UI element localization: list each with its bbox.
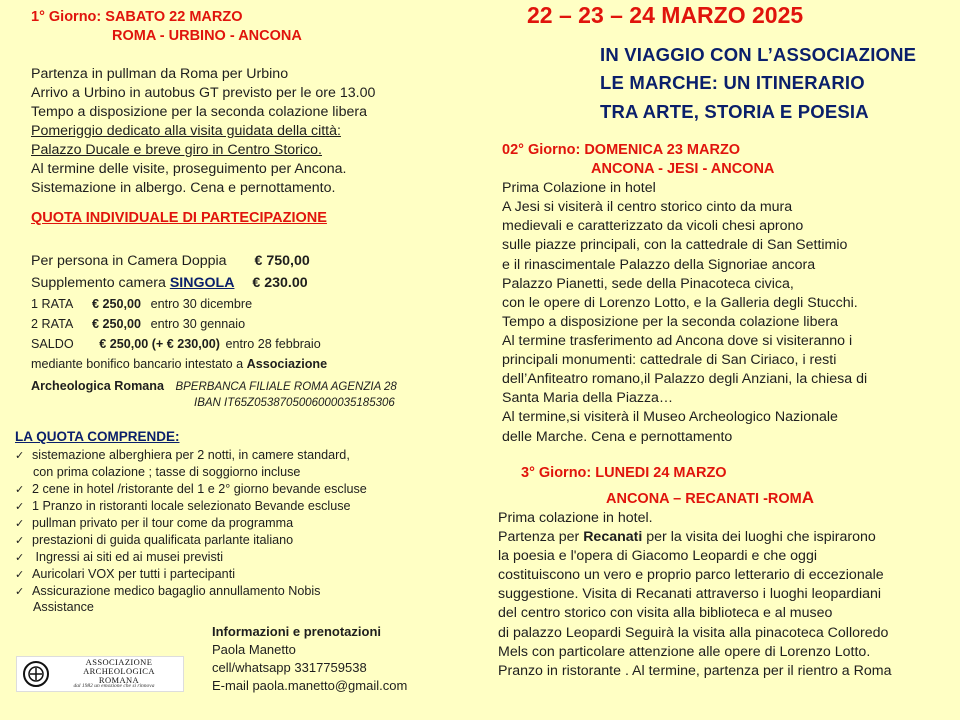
day2-line: Tempo a disposizione per la seconda colazione libera xyxy=(502,314,838,330)
day2-line: e il rinascimentale Palazzo della Signoriae ancora xyxy=(502,257,816,273)
logo-emblem-icon xyxy=(22,660,50,688)
double-room-row xyxy=(31,252,310,271)
double-room-label: Per persona in Camera Doppia xyxy=(31,253,227,269)
recanati-highlight: Recanati xyxy=(583,529,643,545)
day3-line: suggestione. Visita di Recanati attraverso i luoghi leopardiani xyxy=(498,586,882,602)
day1-line: Arrivo a Urbino in autobus GT previsto per le ore 13.00 xyxy=(31,85,376,101)
association-name-cont: Archeologica Romana xyxy=(31,379,164,393)
day2-line: A Jesi si visiterà il centro storico cinto da mura xyxy=(502,199,793,215)
day2-line: Prima Colazione in hotel xyxy=(502,180,656,196)
day3-route: ANCONA – RECANATI -ROMA xyxy=(606,488,815,507)
contact-email[interactable]: E-mail paola.manetto@gmail.com xyxy=(212,678,408,693)
day2-heading: 02° Giorno: DOMENICA 23 MARZO xyxy=(502,142,741,158)
saldo-label: SALDO xyxy=(31,337,74,351)
day1-line: Al termine delle visite, proseguimento per Ancona. xyxy=(31,161,347,177)
logo-motto: dal 1982 un emozione che si rinnova xyxy=(73,683,155,689)
bonifico-row xyxy=(31,356,327,373)
comprende-item-cont: Assistance xyxy=(33,600,94,614)
checkmark-icon: ✓ xyxy=(15,569,25,581)
day3-line: del centro storico con visita alla biblioteca e al museo xyxy=(498,605,833,621)
day3-line: la poesia e l'opera di Giacomo Leopardi e che oggi xyxy=(498,548,817,564)
double-room-price: € 750,00 xyxy=(254,253,310,269)
day1-line: Tempo a disposizione per la seconda colazione libera xyxy=(31,104,367,120)
day2-line: Al termine,si visiterà il Museo Archeologico Nazionale xyxy=(502,409,838,425)
checkmark-icon: ✓ xyxy=(15,552,25,564)
single-room-label: Supplemento camera xyxy=(31,275,166,291)
title-line: IN VIAGGIO CON L’ASSOCIAZIONE xyxy=(600,44,917,65)
day3-heading: 3° Giorno: LUNEDI 24 MARZO xyxy=(521,465,727,481)
comprende-item: ✓ prestazioni di guida qualificata parlante italiano xyxy=(15,532,293,550)
quota-heading: QUOTA INDIVIDUALE DI PARTECIPAZIONE xyxy=(31,210,327,226)
day2-line: sulle piazze principali, con la cattedrale di San Settimio xyxy=(502,237,848,253)
saldo-amount: € 250,00 (+ € 230,00) xyxy=(99,337,220,351)
day3-line: costituiscono un vero e proprio parco letterario di eccezionale xyxy=(498,567,884,583)
day2-line: Santa Maria della Piazza… xyxy=(502,390,674,406)
day2-line: dell’Anfiteatro romano,il Palazzo degli Anziani, la chiesa di xyxy=(502,371,868,387)
day1-heading: 1° Giorno: SABATO 22 MARZO xyxy=(31,9,243,25)
single-room-price: € 230.00 xyxy=(252,275,308,291)
rata2-label: 2 RATA xyxy=(31,317,73,331)
day2-line: medievali e caratterizzato da vicoli chesi aprono xyxy=(502,218,804,234)
rata1-row xyxy=(31,296,252,313)
logo-text: ASSOCIAZIONE ARCHEOLOGICA ROMANA xyxy=(83,658,155,684)
trip-dates: 22 – 23 – 24 MARZO 2025 xyxy=(527,2,804,28)
checkmark-icon: ✓ xyxy=(15,518,25,530)
checkmark-icon: ✓ xyxy=(15,586,25,598)
day2-line: Al termine trasferimento ad Ancona dove si visiteranno i xyxy=(502,333,853,349)
rata1-label: 1 RATA xyxy=(31,297,73,311)
title-line: TRA ARTE, STORIA E POESIA xyxy=(600,101,869,122)
info-heading: Informazioni e prenotazioni xyxy=(212,624,382,639)
day2-line: con le opere di Lorenzo Lotto, e la Galleria degli Stucchi. xyxy=(502,295,858,311)
bank-name: BPERBANCA FILIALE ROMA AGENZIA 28 xyxy=(175,381,397,393)
comprende-item: ✓ 1 Pranzo in ristoranti locale selezionato Bevande escluse xyxy=(15,498,351,516)
checkmark-icon: ✓ xyxy=(15,450,25,462)
saldo-due: entro 28 febbraio xyxy=(225,337,321,351)
rata1-due: entro 30 dicembre xyxy=(150,297,253,311)
comprende-item: ✓ pullman privato per il tour come da programma xyxy=(15,515,293,533)
title-line: LE MARCHE: UN ITINERARIO xyxy=(600,72,865,93)
day2-line: Palazzo Pianetti, sede della Pinacoteca civica, xyxy=(502,276,794,292)
rata2-due: entro 30 gennaio xyxy=(150,317,246,331)
saldo-row xyxy=(31,336,321,353)
comprende-heading: LA QUOTA COMPRENDE: xyxy=(15,429,180,444)
checkmark-icon: ✓ xyxy=(15,501,25,513)
day2-line: principali monumenti: cattedrale di San Ciriaco, i resti xyxy=(502,352,837,368)
contact-phone: cell/whatsapp 3317759538 xyxy=(212,660,367,675)
day2-route: ANCONA - JESI - ANCONA xyxy=(591,161,775,177)
day3-line: Pranzo in ristorante . Al termine, partenza per il rientro a Roma xyxy=(498,663,892,679)
day3-line: Partenza per Recanati per la visita dei luoghi che ispirarono xyxy=(498,529,876,545)
contact-name: Paola Manetto xyxy=(212,642,296,657)
day1-line: Partenza in pullman da Roma per Urbino xyxy=(31,66,289,82)
day2-line: delle Marche. Cena e pernottamento xyxy=(502,429,733,445)
single-room-word: SINGOLA xyxy=(169,275,235,291)
single-room-row xyxy=(31,274,308,293)
checkmark-icon: ✓ xyxy=(15,484,25,496)
bonifico-text: mediante bonifico bancario intestato a xyxy=(31,357,244,371)
bank-row xyxy=(31,378,397,396)
comprende-item: ✓ Ingressi ai siti ed ai musei previsti xyxy=(15,549,223,567)
day1-route: ROMA - URBINO - ANCONA xyxy=(112,28,302,44)
checkmark-icon: ✓ xyxy=(15,535,25,547)
comprende-item: ✓ Assicurazione medico bagaglio annullamento Nobis xyxy=(15,583,320,601)
day1-line: Palazzo Ducale e breve giro in Centro Storico. xyxy=(31,142,322,158)
day3-line: di palazzo Leopardi Seguirà la visita alla pinacoteca Colloredo xyxy=(498,625,889,641)
association-name: Associazione xyxy=(246,357,328,371)
day1-line: Pomeriggio dedicato alla visita guidata della città: xyxy=(31,123,341,139)
association-logo xyxy=(16,656,184,692)
day3-line: Prima colazione in hotel. xyxy=(498,510,653,526)
rata2-amount: € 250,00 xyxy=(92,317,142,331)
comprende-item: ✓ Auricolari VOX per tutti i partecipanti xyxy=(15,566,235,584)
comprende-item-cont: con prima colazione ; tasse di soggiorno incluse xyxy=(33,465,301,479)
iban: IBAN IT65Z0538705006000035185306 xyxy=(194,397,395,409)
day1-line: Sistemazione in albergo. Cena e pernottamento. xyxy=(31,180,336,196)
rata2-row xyxy=(31,316,245,333)
day3-line: Mels con particolare attenzione alle opere di Lorenzo Lotto. xyxy=(498,644,871,660)
comprende-item: ✓ sistemazione alberghiera per 2 notti, in camere standard, xyxy=(15,447,350,465)
comprende-item: ✓ 2 cene in hotel /ristorante del 1 e 2° giorno bevande escluse xyxy=(15,481,367,499)
rata1-amount: € 250,00 xyxy=(92,297,142,311)
